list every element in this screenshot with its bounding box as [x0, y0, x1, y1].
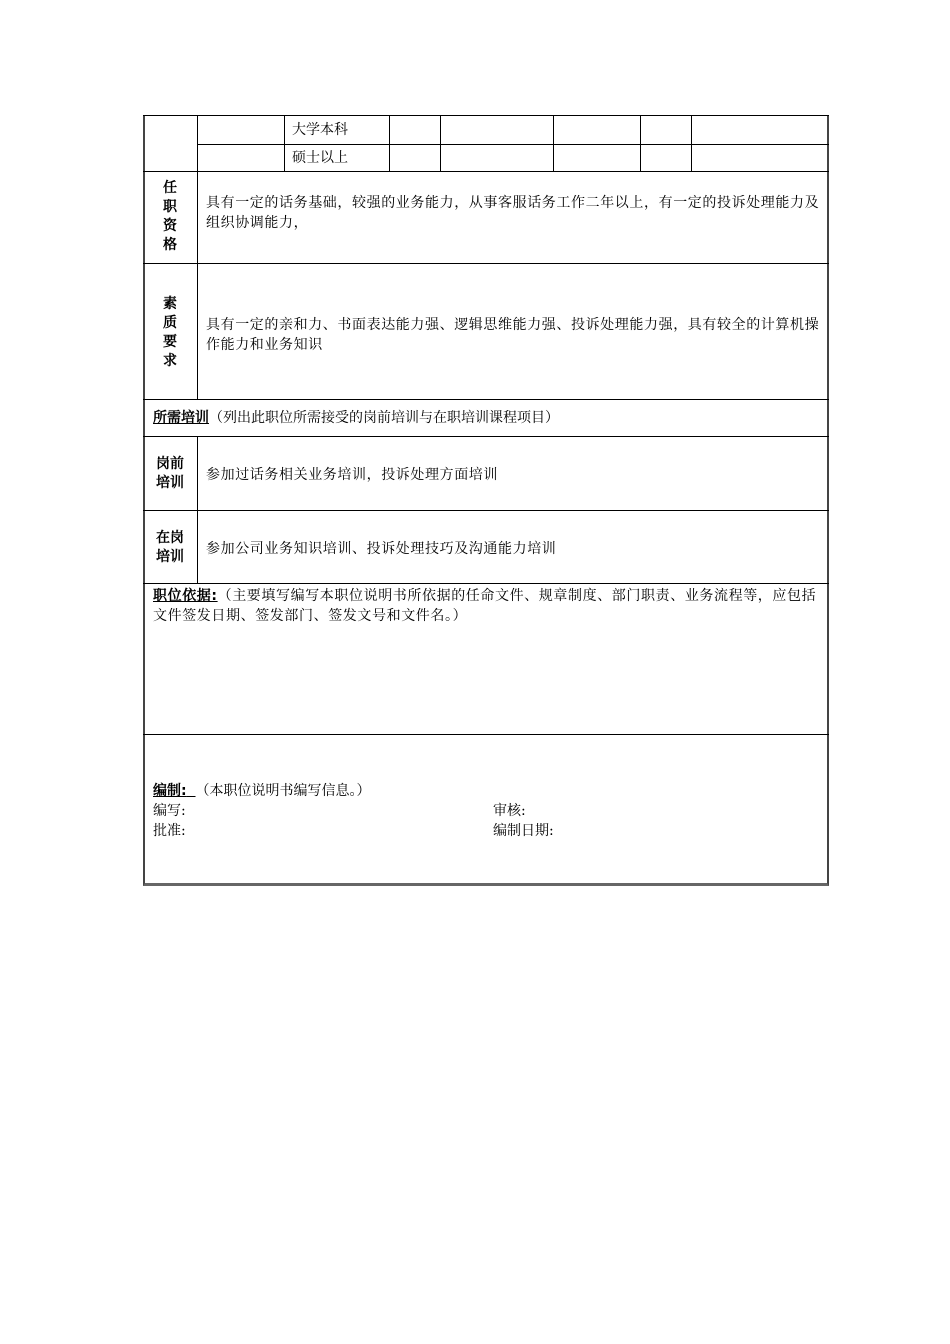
pre-training-label: 岗前 培训: [156, 456, 184, 491]
rule: [197, 115, 198, 171]
pre-training-text: 参加过话务相关业务培训，投诉处理方面培训: [206, 467, 498, 483]
rule: [389, 115, 390, 171]
basis-title: 职位依据:: [153, 588, 218, 604]
rule: [691, 115, 692, 171]
date-field: 编制日期:: [493, 823, 554, 839]
rule: [143, 583, 829, 584]
training-title: 所需培训: [153, 410, 209, 426]
rule: [143, 399, 829, 400]
approver-field: 批准:: [153, 823, 186, 839]
job-description-form: [143, 115, 829, 886]
quality-text: 具有一定的亲和力、书面表达能力强、逻辑思维能力强、投诉处理能力强，具有较全的计算机操作能力和业务知识: [206, 317, 820, 353]
on-training-text: 参加公司业务知识培训、投诉处理技巧及沟通能力培训: [206, 541, 557, 557]
education-level: 硕士以上: [292, 150, 348, 166]
compile-title: 编制:: [153, 783, 187, 799]
writer-field: 编写:: [153, 803, 186, 819]
basis-text: （主要填写编写本职位说明书所依据的任命文件、规章制度、部门职责、业务流程等，应包括文件签发日期、签发部门、签发文号和文件名。）: [153, 588, 817, 624]
rule: [197, 436, 198, 583]
rule: [143, 734, 829, 735]
on-training-label: 在岗 培训: [156, 530, 184, 565]
rule: [143, 115, 829, 116]
qualification-label: 任 职 资 格: [163, 180, 177, 253]
education-level: 大学本科: [292, 122, 348, 138]
rule: [553, 115, 554, 171]
reviewer-field: 审核:: [493, 803, 526, 819]
rule: [143, 510, 829, 511]
rule: [197, 171, 198, 399]
compile-note: （本职位说明书编写信息。）: [195, 783, 371, 799]
rule: [143, 171, 829, 172]
quality-label: 素 质 要 求: [163, 296, 177, 369]
rule: [197, 144, 829, 145]
qualification-text: 具有一定的话务基础，较强的业务能力，从事客服话务工作二年以上，有一定的投诉处理能力及组织协调能力，: [206, 195, 820, 231]
rule: [284, 115, 285, 171]
basis-section: [153, 586, 821, 626]
training-note: （列出此职位所需接受的岗前培训与在职培训课程项目）: [209, 410, 559, 426]
rule: [640, 115, 641, 171]
rule: [440, 115, 441, 171]
rule: [143, 263, 829, 264]
training-header: [153, 408, 559, 428]
rule: [143, 436, 829, 437]
compile-header: [153, 781, 371, 801]
